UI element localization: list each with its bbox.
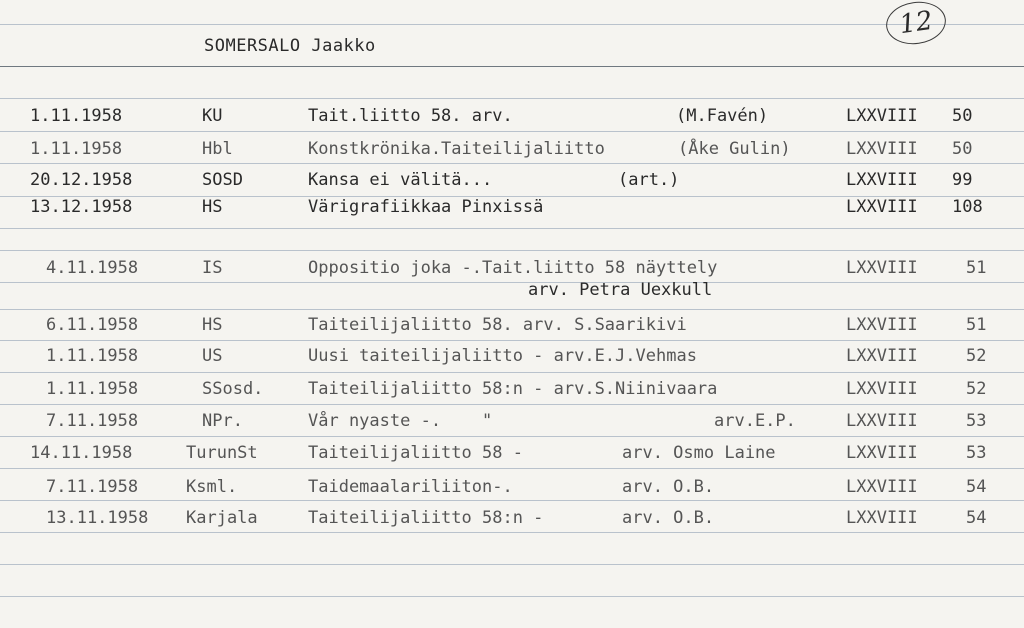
entry-row	[0, 411, 1024, 435]
entry-page: 52	[966, 346, 987, 366]
ruled-line	[0, 282, 1024, 283]
entry-date: 1.11.1958	[30, 106, 123, 126]
ruled-line	[0, 404, 1024, 405]
entry-page: 51	[966, 315, 987, 335]
entry-paper: HS	[202, 315, 223, 335]
header-rule	[0, 66, 1024, 67]
ruled-line	[0, 98, 1024, 99]
entry-row	[0, 508, 1024, 532]
entry-volume: LXXVIII	[846, 170, 918, 190]
entry-row	[0, 170, 1024, 194]
entry-row	[0, 477, 1024, 501]
ruled-line	[0, 372, 1024, 373]
ruled-line	[0, 596, 1024, 597]
entry-paper: US	[202, 346, 223, 366]
entry-page: 53	[966, 411, 987, 431]
entry-row	[0, 443, 1024, 467]
entry-date: 6.11.1958	[46, 315, 139, 335]
entry-volume: LXXVIII	[846, 443, 918, 463]
entry-volume: LXXVIII	[846, 477, 918, 497]
entry-volume: LXXVIII	[846, 197, 918, 217]
entry-paper: IS	[202, 258, 223, 278]
entry-critic: (M.Favén)	[676, 106, 769, 126]
entry-date: 1.11.1958	[46, 379, 139, 399]
entry-critic-continuation: arv. Petra Uexkull	[528, 280, 713, 300]
entry-critic: (art.)	[618, 170, 680, 190]
entry-paper: TurunSt	[186, 443, 258, 463]
entry-critic: arv. O.B.	[622, 477, 715, 497]
entry-volume: LXXVIII	[846, 508, 918, 528]
ruled-line	[0, 468, 1024, 469]
ruled-line	[0, 532, 1024, 533]
ruled-line	[0, 24, 1024, 25]
entry-title: Uusi taiteilijaliitto - arv.E.J.Vehmas	[308, 346, 697, 366]
entry-title: Oppositio joka -.Tait.liitto 58 näyttely	[308, 258, 718, 278]
entry-page: 50	[952, 139, 973, 159]
ruled-line	[0, 340, 1024, 341]
entry-title: Kansa ei välitä...	[308, 170, 493, 190]
entry-row	[0, 106, 1024, 130]
entry-volume: LXXVIII	[846, 315, 918, 335]
entry-volume: LXXVIII	[846, 411, 918, 431]
entry-page: 51	[966, 258, 987, 278]
entry-date: 1.11.1958	[46, 346, 139, 366]
entry-paper: SSosd.	[202, 379, 264, 399]
ruled-line	[0, 436, 1024, 437]
entry-title: Taiteilijaliitto 58 -	[308, 443, 523, 463]
entry-title: Vår nyaste -. "	[308, 411, 493, 431]
ruled-line	[0, 163, 1024, 164]
entry-row	[0, 315, 1024, 339]
entry-volume: LXXVIII	[846, 106, 918, 126]
entry-date: 4.11.1958	[46, 258, 139, 278]
entry-row	[0, 379, 1024, 403]
entry-critic: arv. O.B.	[622, 508, 715, 528]
entry-paper: Hbl	[202, 139, 233, 159]
entry-date: 20.12.1958	[30, 170, 133, 190]
entry-critic: arv. Osmo Laine	[622, 443, 776, 463]
entry-paper: HS	[202, 197, 223, 217]
entry-row	[0, 258, 1024, 282]
card-number-circled: 12	[883, 0, 948, 48]
card-subject-name: SOMERSALO Jaakko	[204, 36, 376, 56]
entry-date: 14.11.1958	[30, 443, 133, 463]
entry-date: 7.11.1958	[46, 411, 139, 431]
entry-title: Taiteilijaliitto 58:n - arv.S.Niinivaara	[308, 379, 718, 399]
entry-row	[0, 197, 1024, 221]
entry-critic: arv.E.P.	[714, 411, 796, 431]
entry-page: 52	[966, 379, 987, 399]
entry-volume: LXXVIII	[846, 346, 918, 366]
entry-paper: Ksml.	[186, 477, 238, 497]
entry-page: 54	[966, 508, 987, 528]
entry-page: 53	[966, 443, 987, 463]
entry-title: Konstkrönika.Taiteilijaliitto	[308, 139, 605, 159]
ruled-line	[0, 250, 1024, 251]
entry-row	[0, 139, 1024, 163]
ruled-line	[0, 564, 1024, 565]
entry-title: Taiteilijaliitto 58:n -	[308, 508, 544, 528]
entry-title: Taidemaalariliiton-.	[308, 477, 513, 497]
ruled-line	[0, 131, 1024, 132]
entry-paper: NPr.	[202, 411, 243, 431]
entry-title: Taiteilijaliitto 58. arv. S.Saarikivi	[308, 315, 687, 335]
entry-page: 50	[952, 106, 973, 126]
entry-volume: LXXVIII	[846, 258, 918, 278]
entry-page: 108	[952, 197, 983, 217]
entry-title: Värigrafiikkaa Pinxissä	[308, 197, 544, 217]
entry-date: 7.11.1958	[46, 477, 139, 497]
entry-date: 13.11.1958	[46, 508, 149, 528]
ruled-line	[0, 309, 1024, 310]
entry-volume: LXXVIII	[846, 379, 918, 399]
entry-date: 13.12.1958	[30, 197, 133, 217]
entry-row	[0, 346, 1024, 370]
entry-title: Tait.liitto 58. arv.	[308, 106, 513, 126]
entry-paper: SOSD	[202, 170, 243, 190]
entry-page: 54	[966, 477, 987, 497]
entry-paper: KU	[202, 106, 223, 126]
entry-critic: (Åke Gulin)	[678, 139, 791, 159]
ruled-line	[0, 228, 1024, 229]
entry-date: 1.11.1958	[30, 139, 123, 159]
entry-page: 99	[952, 170, 973, 190]
entry-volume: LXXVIII	[846, 139, 918, 159]
entry-paper: Karjala	[186, 508, 258, 528]
